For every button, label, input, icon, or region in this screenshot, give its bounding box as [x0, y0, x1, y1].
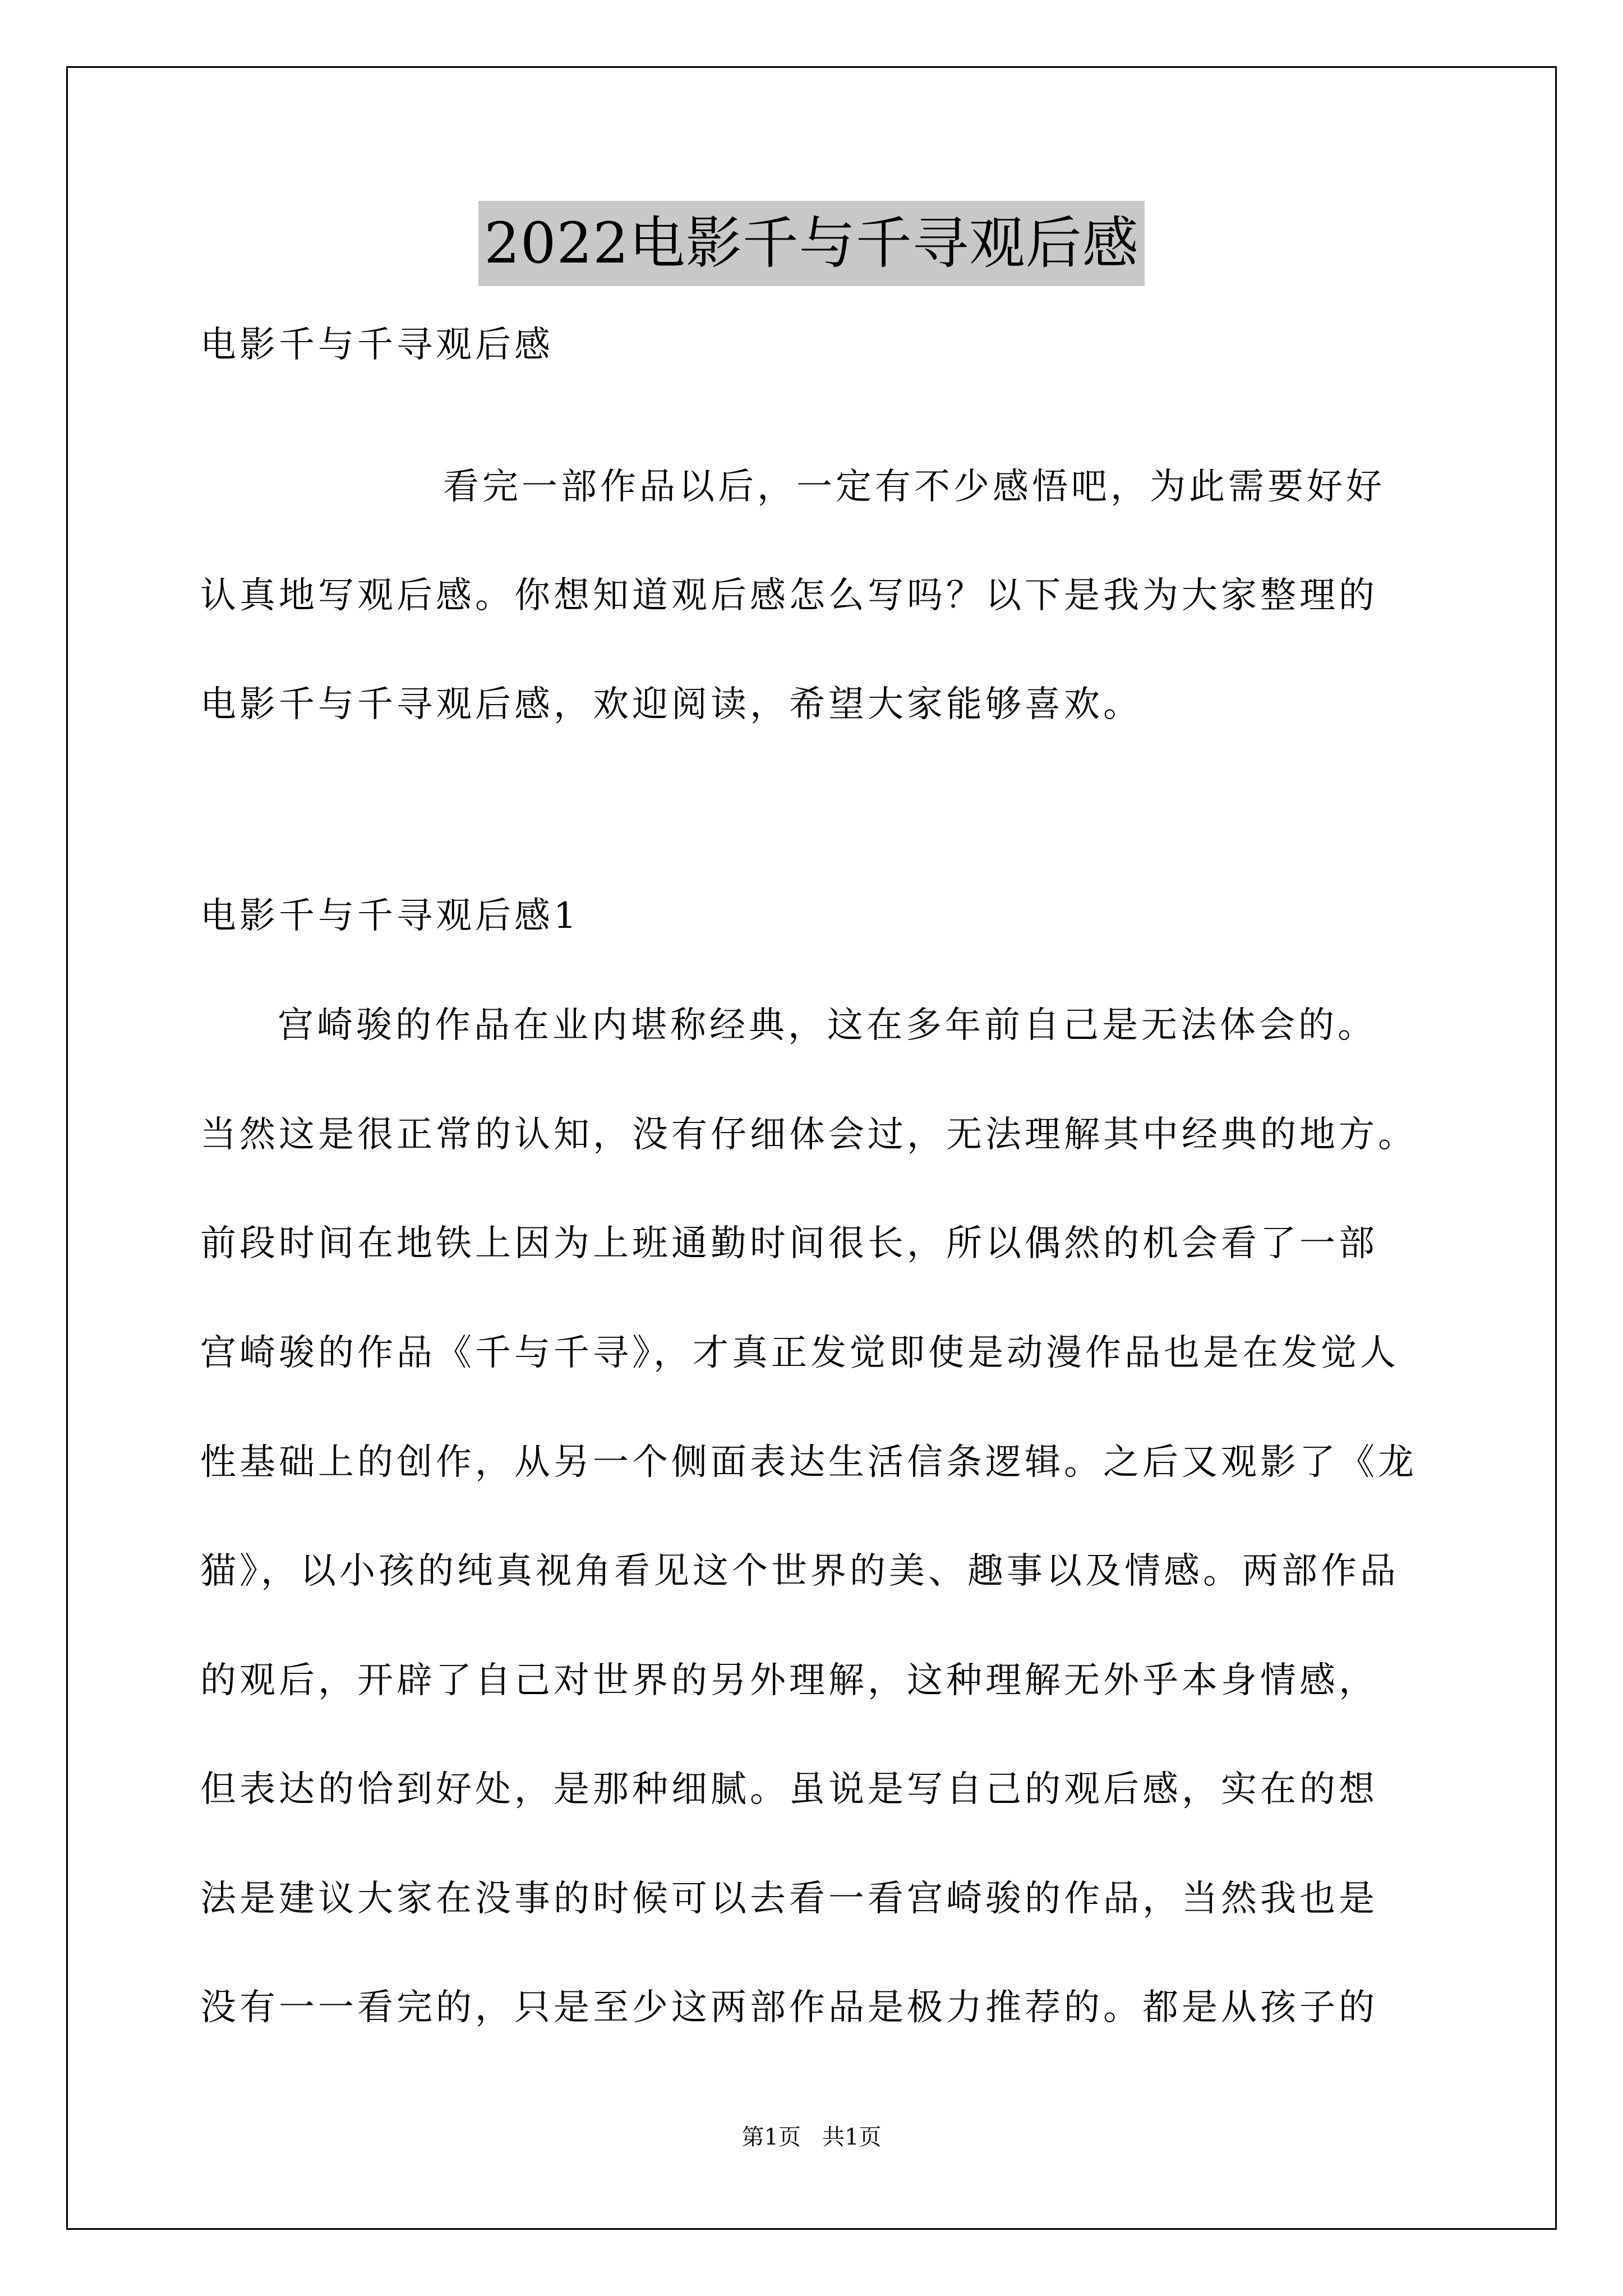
document-title: 2022电影千与千寻观后感	[478, 201, 1145, 286]
body-line: 宫崎骏的作品《千与千寻》，才真正发觉即使是动漫作品也是在发觉人	[200, 1332, 1399, 1374]
body-line: 法是建议大家在没事的时候可以去看一看宫崎骏的作品，当然我也是	[200, 1878, 1378, 1920]
intro-line: 认真地写观后感。你想知道观后感怎么写吗？以下是我为大家整理的	[200, 575, 1378, 616]
document-subtitle: 电影千与千寻观后感	[200, 324, 554, 366]
body-line: 的观后，开辟了自己对世界的另外理解，这种理解无外乎本身情感，	[200, 1660, 1378, 1701]
body-line: 没有一一看完的，只是至少这两部作品是极力推荐的。都是从孩子的	[200, 1987, 1378, 2028]
body-line: 前段时间在地铁上因为上班通勤时间很长，所以偶然的机会看了一部	[200, 1223, 1378, 1264]
page-footer: 第1页 共1页	[741, 2124, 882, 2150]
body-line: 宫崎骏的作品在业内堪称经典，这在多年前自己是无法体会的。	[278, 1005, 1377, 1046]
intro-line: 电影千与千寻观后感，欢迎阅读，希望大家能够喜欢。	[200, 684, 1142, 725]
body-line: 当然这是很正常的认知，没有仔细体会过，无法理解其中经典的地方。	[200, 1114, 1417, 1156]
title-container	[0, 201, 1623, 286]
body-line: 猫》，以小孩的纯真视角看见这个世界的美、趣事以及情感。两部作品	[200, 1550, 1399, 1592]
body-line: 性基础上的创作，从另一个侧面表达生活信条逻辑。之后又观影了《龙	[200, 1442, 1417, 1483]
intro-line: 看完一部作品以后，一定有不少感悟吧，为此需要好好	[443, 466, 1385, 508]
body-line: 但表达的恰到好处，是那种细腻。虽说是写自己的观后感，实在的想	[200, 1769, 1378, 1810]
section-heading: 电影千与千寻观后感1	[200, 895, 580, 937]
